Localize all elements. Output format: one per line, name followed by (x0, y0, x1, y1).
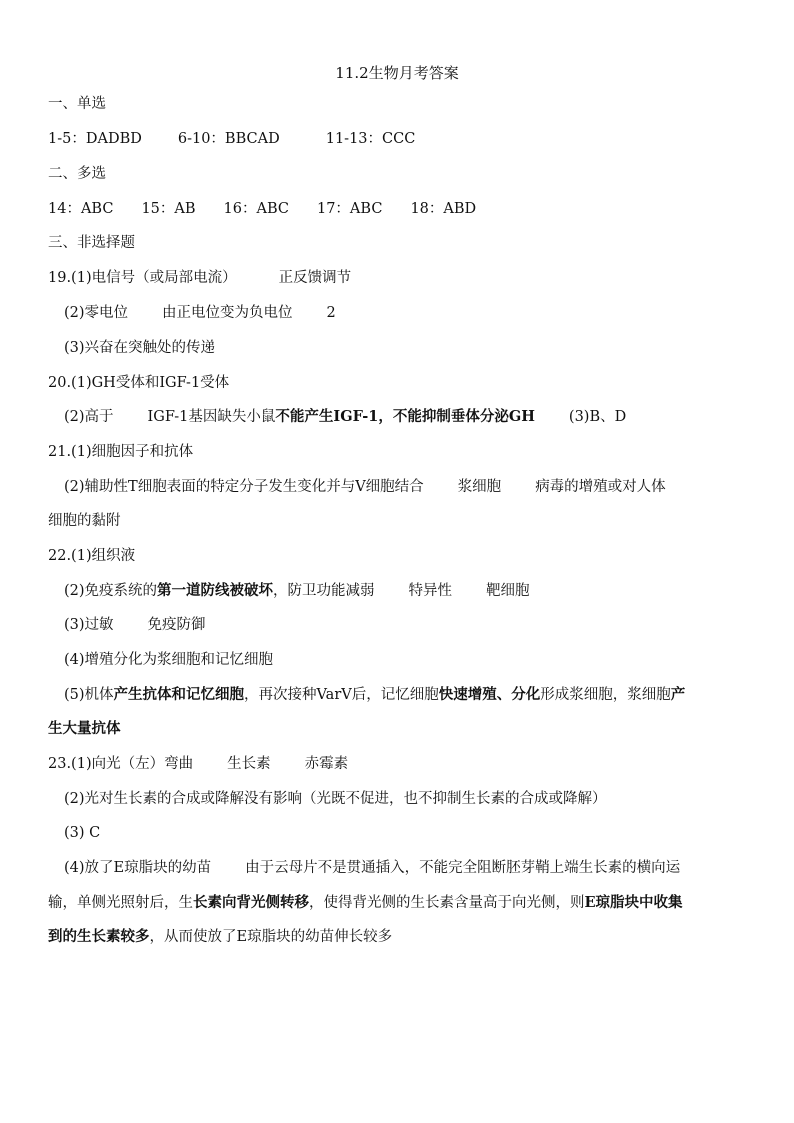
q23-part4 (64, 858, 680, 878)
multi-answer-15: 15：AB (141, 201, 196, 217)
q22-part2 (64, 581, 530, 601)
q20-part1: 20.(1)GH受体和IGF-1受体 (48, 375, 230, 391)
q19-answer-feedback: 正反馈调节 (278, 270, 352, 286)
q23-text: ，从而使放了E琼脂块的幼苗伸长较多 (149, 929, 393, 945)
q22-answer-immune-defense: 免疫防御 (147, 617, 206, 633)
single-answers-line (48, 129, 415, 149)
q23-bold-text: E琼脂块中收集 (584, 894, 683, 911)
q21-part2-continued: 细胞的黏附 (48, 513, 121, 529)
q23-bold-text: 长素向背光侧转移 (193, 894, 309, 911)
q20-answer-part3: (3)B、D (568, 409, 627, 425)
q23-text: 输，单侧光照射后，生 (48, 895, 193, 911)
q21-answer-plasma-cell: 浆细胞 (457, 479, 502, 495)
page-title: 11.2生物月考答案 (335, 64, 459, 82)
q22-text: (2)免疫系统的 (64, 583, 158, 599)
q22-text: (5)机体 (64, 687, 114, 703)
q22-part5-continued: 生大量抗体 (48, 720, 121, 737)
multi-answer-18: 18：ABD (410, 201, 477, 217)
q23-answer-gibberellin: 赤霉素 (304, 756, 349, 772)
q20-answer-higher: (2)高于 (64, 409, 114, 425)
q22-bold-text: 产生抗体和记忆细胞 (113, 686, 245, 703)
q20-answer-reason-key: 不能产生IGF-1，不能抑制垂体分泌GH (275, 408, 535, 425)
q20-part2 (64, 407, 626, 427)
multiple-answers-line (48, 199, 476, 219)
q22-part3 (64, 615, 206, 635)
single-answer-6-10: 6-10：BBCAD (177, 131, 280, 147)
multi-answer-16: 16：ABC (223, 201, 289, 217)
single-answer-11-13: 11-13：CCC (325, 131, 416, 147)
q23-answer-auxin: 生长素 (227, 756, 271, 772)
single-answer-1-5: 1-5：DADBD (48, 131, 142, 147)
q22-bold-text: 产 (670, 686, 686, 703)
q22-bold-text: 第一道防线被破坏 (157, 582, 274, 599)
q19-answer-zero-potential: (2)零电位 (64, 305, 129, 321)
q21-part2 (64, 477, 666, 497)
q19-part2 (64, 303, 336, 323)
q19-answer-signal: 19.(1)电信号（或局部电流） (48, 270, 237, 286)
q23-answer-bending: 23.(1)向光（左）弯曲 (48, 756, 194, 772)
q22-bold-text: 快速增殖、分化 (438, 686, 541, 703)
section-nonchoice-heading: 三、非选择题 (48, 235, 135, 251)
q23-part2: (2)光对生长素的合成或降解没有影响（光既不促进，也不抑制生长素的合成或降解） (64, 791, 607, 807)
q22-text: ，再次接种VarV后，记忆细胞 (244, 687, 439, 703)
q22-text: ，防卫功能减弱 (273, 583, 375, 599)
q21-answer-activation: (2)辅助性T细胞表面的特定分子发生变化并与V细胞结合 (64, 479, 424, 495)
q19-answer-count: 2 (326, 305, 336, 321)
section-single-heading: 一、单选 (48, 96, 106, 112)
q23-answer-seedling: (4)放了E琼脂块的幼苗 (64, 860, 212, 876)
q21-part1: 21.(1)细胞因子和抗体 (48, 444, 194, 460)
q21-answer-virus-effect: 病毒的增殖或对人体 (535, 479, 666, 495)
q22-part4: (4)增殖分化为浆细胞和记忆细胞 (64, 652, 274, 668)
q19-answer-potential-change: 由正电位变为负电位 (162, 305, 293, 321)
q23-part4-conclusion (48, 927, 392, 947)
q22-text: 形成浆细胞，浆细胞 (540, 687, 671, 703)
q22-answer-allergy: (3)过敏 (64, 617, 114, 633)
q23-part3: (3) C (64, 825, 101, 841)
q19-part3: (3)兴奋在突触处的传递 (64, 340, 216, 356)
q20-answer-reason-lead: IGF-1基因缺失小鼠 (147, 409, 276, 425)
q22-answer-specific: 特异性 (408, 583, 453, 599)
q19-part1 (48, 268, 351, 288)
q22-part5 (64, 685, 685, 705)
q23-bold-text: 到的生长素较多 (48, 928, 150, 945)
section-multiple-heading: 二、多选 (48, 166, 106, 182)
q22-answer-target-cell: 靶细胞 (486, 583, 530, 599)
q23-answer-reason: 由于云母片不是贯通插入，不能完全阻断胚芽鞘上端生长素的横向运 (245, 860, 681, 876)
multi-answer-14: 14：ABC (48, 201, 114, 217)
q23-part4-continued (48, 893, 683, 913)
q23-text: ，使得背光侧的生长素含量高于向光侧，则 (309, 895, 585, 911)
q23-part1 (48, 754, 348, 774)
multi-answer-17: 17：ABC (316, 201, 383, 217)
q22-part1: 22.(1)组织液 (48, 548, 136, 564)
